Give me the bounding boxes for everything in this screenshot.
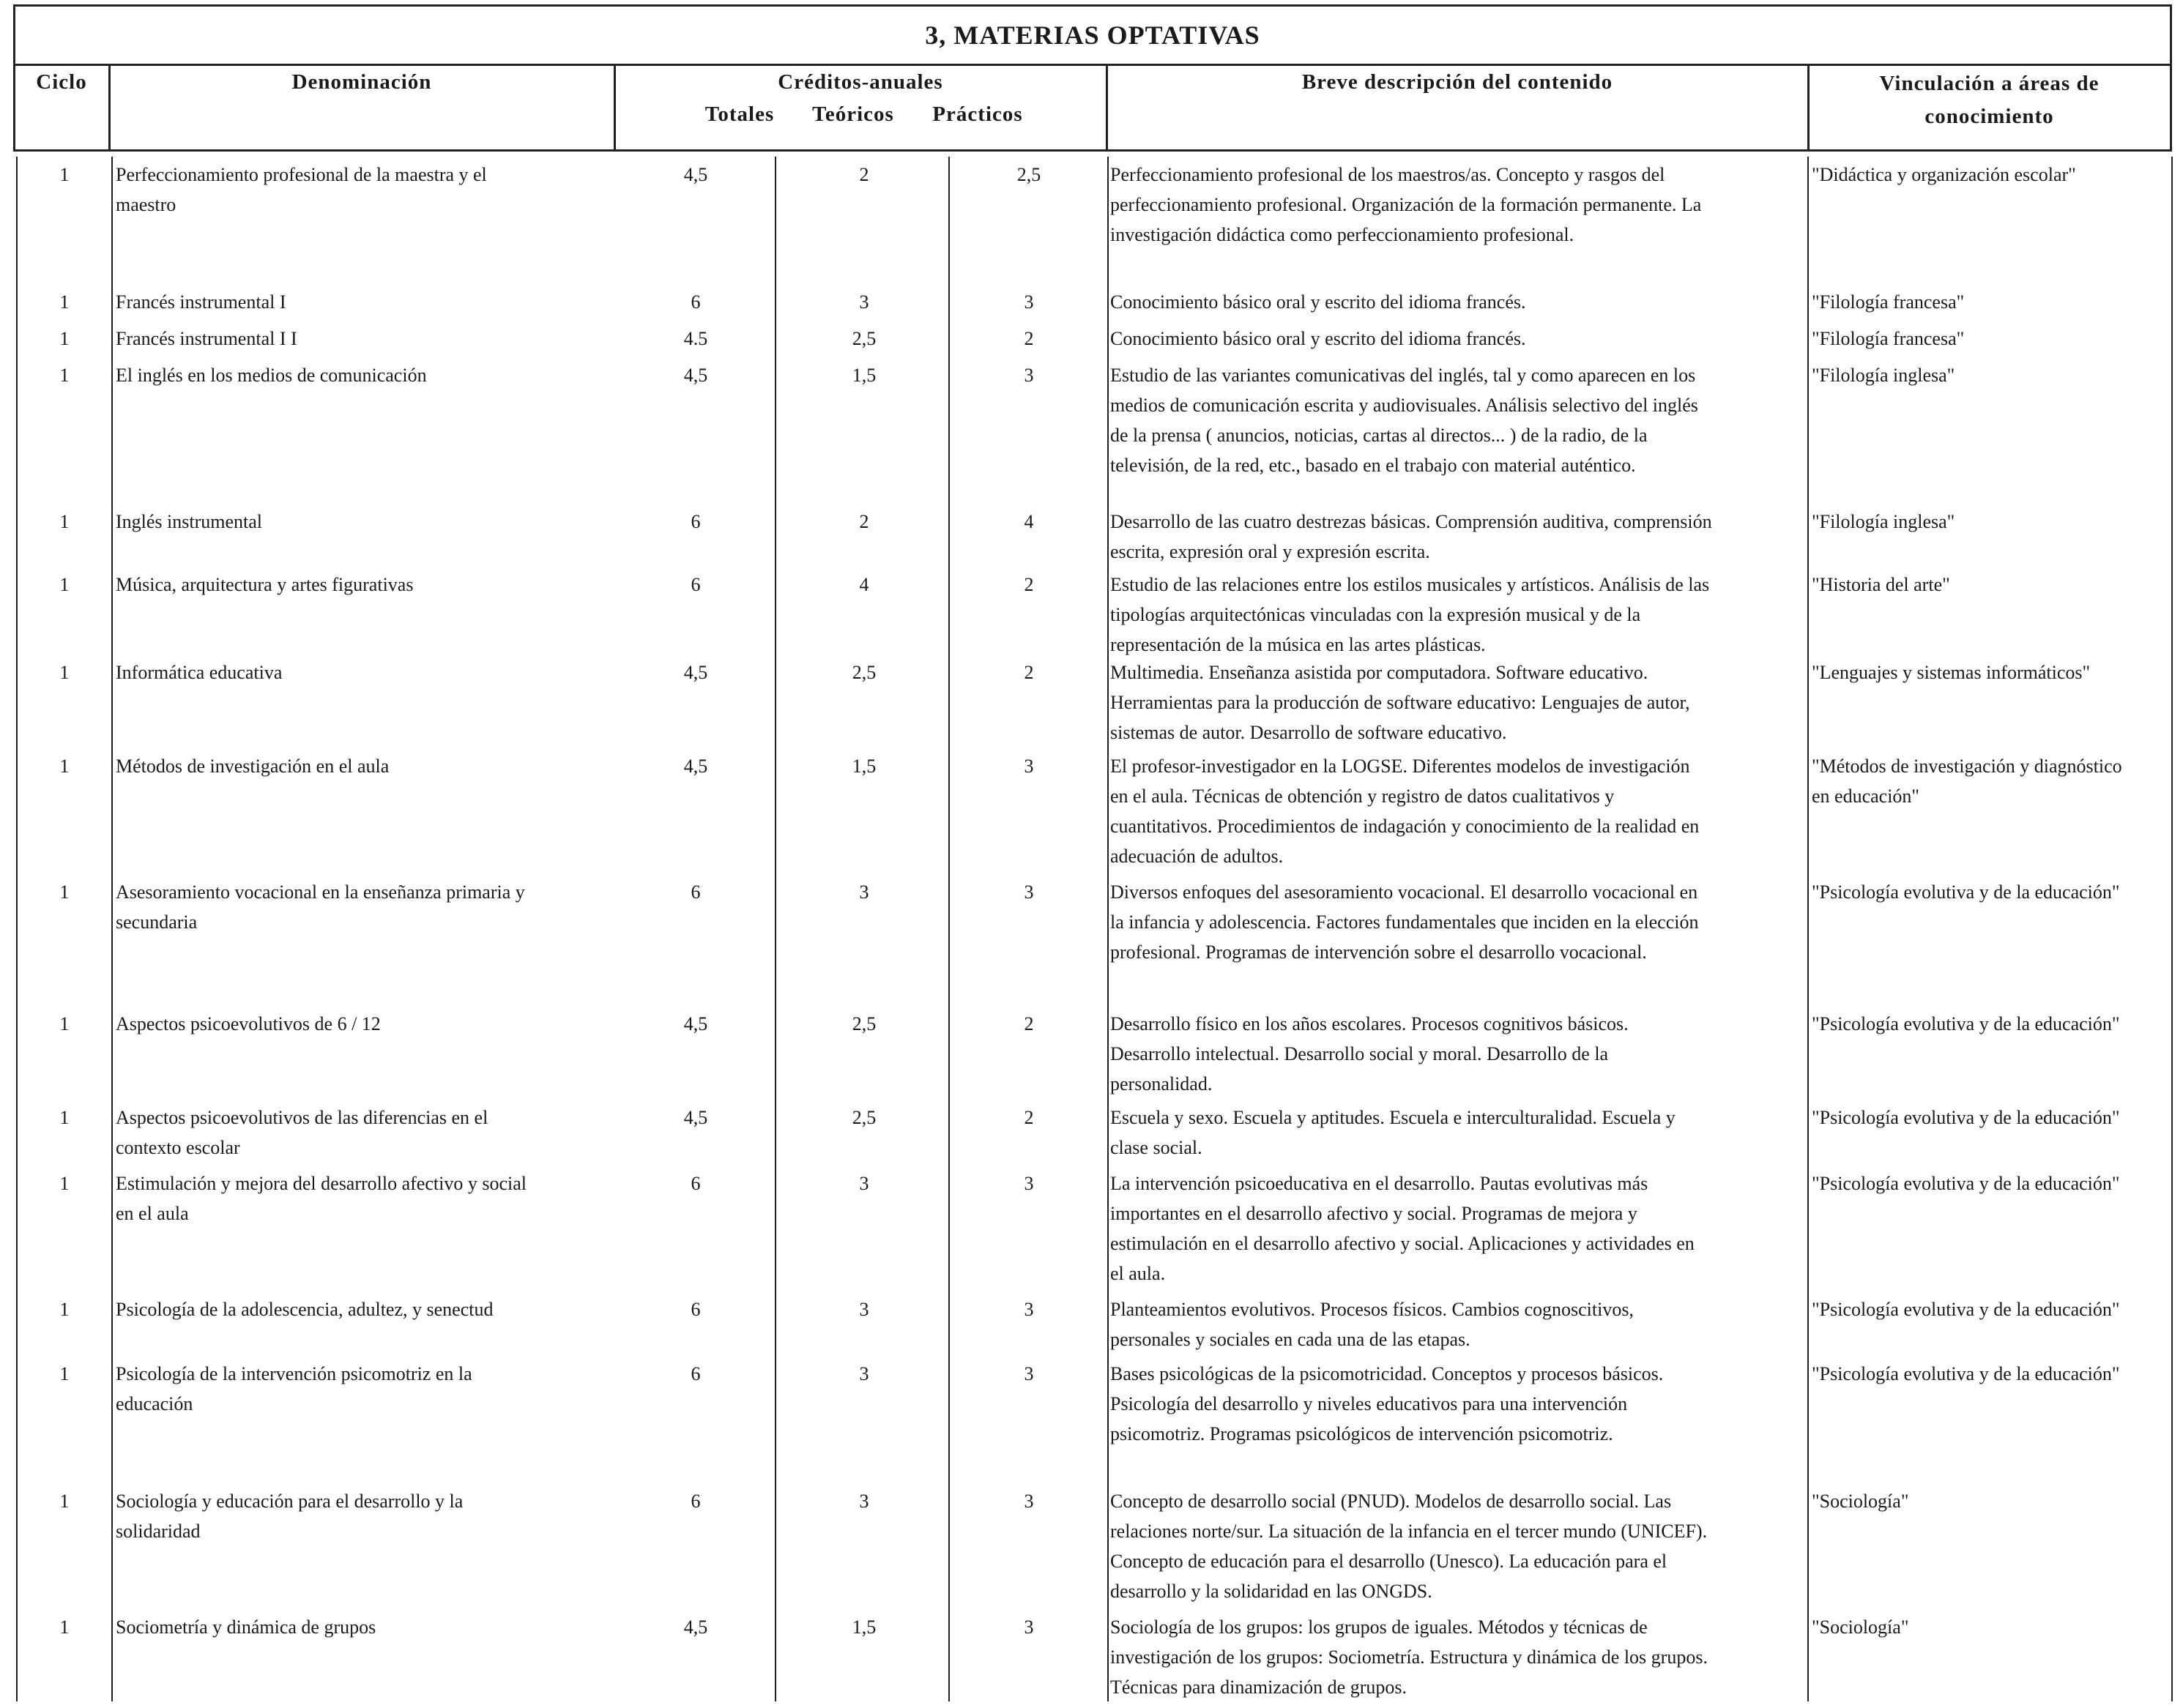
row-descripcion: Perfeccionamiento profesional de los maestros/as. Concepto y rasgos del perfeccionamiento profesional. Organización de la formación permanente. La investigación didáctica como perfeccionamiento profesional. xyxy=(1110,164,1702,245)
row-vinculacion-area: "Filología inglesa" xyxy=(1812,365,1955,386)
row-creditos-teoricos: 2,5 xyxy=(852,1107,877,1128)
row-creditos-practicos: 3 xyxy=(1024,756,1034,777)
row-creditos-teoricos: 1,5 xyxy=(852,756,877,777)
row-descripcion: La intervención psicoeducativa en el desarrollo. Pautas evolutivas más importantes en el desarrollo afectivo y social. Programas de mejora y estimulación en el desarrollo afectivo y social. Aplicaciones y actividades en el aula. xyxy=(1110,1173,1695,1284)
row-denominacion: Sociometría y dinámica de grupos xyxy=(116,1616,376,1638)
row-creditos-totales: 4,5 xyxy=(683,1107,708,1128)
row-descripcion: Estudio de las relaciones entre los estilos musicales y artísticos. Análisis de las tipologías arquitectónicas vinculadas con la expresión musical y de la representación de la música en las artes plásticas. xyxy=(1110,574,1710,655)
row-ciclo: 1 xyxy=(59,881,70,903)
row-creditos-practicos: 2 xyxy=(1024,574,1034,595)
row-vinculacion-area: "Filología inglesa" xyxy=(1812,511,1955,532)
body-rule xyxy=(948,157,950,1701)
row-vinculacion-area: "Filología francesa" xyxy=(1812,291,1965,313)
row-denominacion: Aspectos psicoevolutivos de las diferencias en el contexto escolar xyxy=(116,1107,488,1158)
header-teoricos: Teóricos xyxy=(812,102,894,126)
row-ciclo: 1 xyxy=(59,328,70,349)
row-creditos-teoricos: 2 xyxy=(859,511,869,532)
row-ciclo: 1 xyxy=(59,1491,70,1512)
row-denominacion: Francés instrumental I I xyxy=(116,328,297,349)
row-vinculacion-area: "Historia del arte" xyxy=(1812,574,1950,595)
row-descripcion: Concepto de desarrollo social (PNUD). Modelos de desarrollo social. Las relaciones norte/sur. La situación de la infancia en el tercer mundo (UNICEF). Concepto de educación para el desarrollo (Unesco). La educación para el desarrollo y la solidaridad en las ONGDS. xyxy=(1110,1491,1708,1602)
header-ciclo: Ciclo xyxy=(36,70,87,94)
row-vinculacion-area: "Sociología" xyxy=(1812,1616,1909,1638)
row-creditos-totales: 4,5 xyxy=(683,1013,708,1034)
row-vinculacion-area: "Métodos de investigación y diagnóstico en educación" xyxy=(1812,756,2122,807)
row-creditos-teoricos: 3 xyxy=(859,1299,869,1320)
header-bottom-border xyxy=(13,149,2172,152)
row-denominacion: Psicología de la intervención psicomotriz en la educación xyxy=(116,1363,472,1414)
row-vinculacion-area: "Psicología evolutiva y de la educación" xyxy=(1812,1107,2120,1128)
row-ciclo: 1 xyxy=(59,662,70,683)
page-title: 3, MATERIAS OPTATIVAS xyxy=(13,4,2172,66)
body-rule xyxy=(1807,157,1809,1701)
row-creditos-practicos: 3 xyxy=(1024,1173,1034,1194)
row-vinculacion-area: "Didáctica y organización escolar" xyxy=(1812,164,2076,185)
row-denominacion: Psicología de la adolescencia, adultez, y senectud xyxy=(116,1299,494,1320)
body-rule xyxy=(775,157,776,1701)
row-creditos-totales: 4,5 xyxy=(683,662,708,683)
row-denominacion: El inglés en los medios de comunicación xyxy=(116,365,427,386)
body-rule xyxy=(1107,157,1109,1701)
header-vinculacion-line1: Vinculación a áreas de xyxy=(1879,72,2100,95)
row-creditos-totales: 4,5 xyxy=(683,1616,708,1638)
header-creditos: Créditos-anuales xyxy=(778,70,943,94)
row-creditos-totales: 6 xyxy=(691,1363,701,1384)
row-denominacion: Asesoramiento vocacional en la enseñanza primaria y secundaria xyxy=(116,881,525,933)
row-ciclo: 1 xyxy=(59,365,70,386)
row-descripcion: Multimedia. Enseñanza asistida por computadora. Software educativo. Herramientas para la producción de software educativo: Lenguajes de autor, sistemas de autor. Desarrollo de software educativo. xyxy=(1110,662,1690,743)
row-ciclo: 1 xyxy=(59,1013,70,1034)
body-rule xyxy=(111,157,113,1701)
row-creditos-practicos: 2 xyxy=(1024,328,1034,349)
row-ciclo: 1 xyxy=(59,1299,70,1320)
row-ciclo: 1 xyxy=(59,1616,70,1638)
row-creditos-teoricos: 2 xyxy=(859,164,869,185)
row-vinculacion-area: "Psicología evolutiva y de la educación" xyxy=(1812,1013,2120,1034)
header-descripcion: Breve descripción del contenido xyxy=(1301,70,1613,94)
row-creditos-totales: 6 xyxy=(691,1173,701,1194)
row-creditos-teoricos: 3 xyxy=(859,881,869,903)
row-creditos-teoricos: 2,5 xyxy=(852,662,877,683)
row-creditos-practicos: 3 xyxy=(1024,1299,1034,1320)
row-creditos-practicos: 4 xyxy=(1024,511,1034,532)
row-descripcion: Conocimiento básico oral y escrito del idioma francés. xyxy=(1110,328,1526,349)
row-creditos-teoricos: 3 xyxy=(859,291,869,313)
row-creditos-practicos: 3 xyxy=(1024,1491,1034,1512)
row-descripcion: Conocimiento básico oral y escrito del idioma francés. xyxy=(1110,291,1526,313)
row-creditos-practicos: 2 xyxy=(1024,1107,1034,1128)
row-descripcion: Desarrollo de las cuatro destrezas básicas. Comprensión auditiva, comprensión escrita, expresión oral y expresión escrita. xyxy=(1110,511,1712,562)
row-creditos-teoricos: 4 xyxy=(859,574,869,595)
row-vinculacion-area: "Psicología evolutiva y de la educación" xyxy=(1812,1173,2120,1194)
row-denominacion: Sociología y educación para el desarrollo y la solidaridad xyxy=(116,1491,464,1542)
row-creditos-totales: 6 xyxy=(691,881,701,903)
body-right-rule xyxy=(2171,157,2173,1701)
header-practicos: Prácticos xyxy=(932,102,1023,126)
row-creditos-totales: 4,5 xyxy=(683,164,708,185)
row-descripcion: Escuela y sexo. Escuela y aptitudes. Escuela e interculturalidad. Escuela y clase social. xyxy=(1110,1107,1676,1158)
row-denominacion: Perfeccionamiento profesional de la maestra y el maestro xyxy=(116,164,487,215)
row-creditos-teoricos: 3 xyxy=(859,1491,869,1512)
row-descripcion: Diversos enfoques del asesoramiento vocacional. El desarrollo vocacional en la infancia y adolescencia. Factores fundamentales que inciden en la elección profesional. Programas de intervención sobre el desarrollo vocacional. xyxy=(1110,881,1699,963)
row-creditos-totales: 6 xyxy=(691,1491,701,1512)
row-descripcion: Desarrollo físico en los años escolares. Procesos cognitivos básicos. Desarrollo intelectual. Desarrollo social y moral. Desarrollo de la personalidad. xyxy=(1110,1013,1629,1094)
row-creditos-totales: 6 xyxy=(691,291,701,313)
row-descripcion: Bases psicológicas de la psicomotricidad. Conceptos y procesos básicos. Psicología del desarrollo y niveles educativos para una intervención psicomotriz. Programas psicológicos de intervención psicomotriz. xyxy=(1110,1363,1664,1444)
row-vinculacion-area: "Psicología evolutiva y de la educación" xyxy=(1812,1299,2120,1320)
header-right-border xyxy=(2170,66,2172,151)
row-vinculacion-area: "Psicología evolutiva y de la educación" xyxy=(1812,881,2120,903)
row-vinculacion-area: "Lenguajes y sistemas informáticos" xyxy=(1812,662,2091,683)
row-creditos-totales: 6 xyxy=(691,1299,701,1320)
row-vinculacion-area: "Psicología evolutiva y de la educación" xyxy=(1812,1363,2120,1384)
row-creditos-practicos: 2 xyxy=(1024,662,1034,683)
row-ciclo: 1 xyxy=(59,756,70,777)
row-denominacion: Inglés instrumental xyxy=(116,511,263,532)
row-denominacion: Estimulación y mejora del desarrollo afectivo y social en el aula xyxy=(116,1173,527,1224)
row-creditos-teoricos: 2,5 xyxy=(852,1013,877,1034)
row-ciclo: 1 xyxy=(59,291,70,313)
row-denominacion: Informática educativa xyxy=(116,662,283,683)
row-ciclo: 1 xyxy=(59,1107,70,1128)
row-vinculacion-area: "Sociología" xyxy=(1812,1491,1909,1512)
row-creditos-practicos: 3 xyxy=(1024,1616,1034,1638)
row-creditos-practicos: 2 xyxy=(1024,1013,1034,1034)
row-denominacion: Francés instrumental I xyxy=(116,291,286,313)
row-descripcion: Sociología de los grupos: los grupos de iguales. Métodos y técnicas de investigación de los grupos: Sociometría. Estructura y dinámica de los grupos. Técnicas para dinamización de grupos. xyxy=(1110,1616,1708,1698)
row-creditos-totales: 6 xyxy=(691,511,701,532)
row-creditos-teoricos: 3 xyxy=(859,1173,869,1194)
row-denominacion: Música, arquitectura y artes figurativas xyxy=(116,574,414,595)
row-ciclo: 1 xyxy=(59,164,70,185)
row-creditos-practicos: 3 xyxy=(1024,365,1034,386)
row-creditos-teoricos: 1,5 xyxy=(852,1616,877,1638)
row-denominacion: Métodos de investigación en el aula xyxy=(116,756,390,777)
row-creditos-practicos: 3 xyxy=(1024,1363,1034,1384)
row-creditos-teoricos: 3 xyxy=(859,1363,869,1384)
row-ciclo: 1 xyxy=(59,1173,70,1194)
row-creditos-practicos: 3 xyxy=(1024,291,1034,313)
row-creditos-totales: 4.5 xyxy=(683,328,708,349)
row-ciclo: 1 xyxy=(59,1363,70,1384)
row-creditos-totales: 4,5 xyxy=(683,756,708,777)
row-creditos-teoricos: 1,5 xyxy=(852,365,877,386)
row-vinculacion-area: "Filología francesa" xyxy=(1812,328,1965,349)
row-creditos-practicos: 3 xyxy=(1024,881,1034,903)
row-ciclo: 1 xyxy=(59,574,70,595)
row-denominacion: Aspectos psicoevolutivos de 6 / 12 xyxy=(116,1013,381,1034)
row-creditos-practicos: 2,5 xyxy=(1016,164,1041,185)
header-totales: Totales xyxy=(704,102,775,126)
row-ciclo: 1 xyxy=(59,511,70,532)
row-creditos-teoricos: 2,5 xyxy=(852,328,877,349)
row-descripcion: Planteamientos evolutivos. Procesos físicos. Cambios cognoscitivos, personales y sociales en cada una de las etapas. xyxy=(1110,1299,1634,1350)
row-creditos-totales: 6 xyxy=(691,574,701,595)
row-creditos-totales: 4,5 xyxy=(683,365,708,386)
header-vinculacion-line2: conocimiento xyxy=(1924,105,2054,128)
header-denominacion: Denominación xyxy=(291,70,432,94)
row-descripcion: Estudio de las variantes comunicativas del inglés, tal y como aparecen en los medios de comunicación escrita y audiovisuales. Análisis selectivo del inglés de la prensa ( anuncios, noticias, cartas al directos... ) de la radio, de la televisión, de la red, etc., basado en el trabajo con material auténtico. xyxy=(1110,365,1698,476)
row-descripcion: El profesor-investigador en la LOGSE. Diferentes modelos de investigación en el aula. Técnicas de obtención y registro de datos cualitativos y cuantitativos. Procedimientos de indagación y conocimiento de la realidad en adecuación de adultos. xyxy=(1110,756,1700,867)
